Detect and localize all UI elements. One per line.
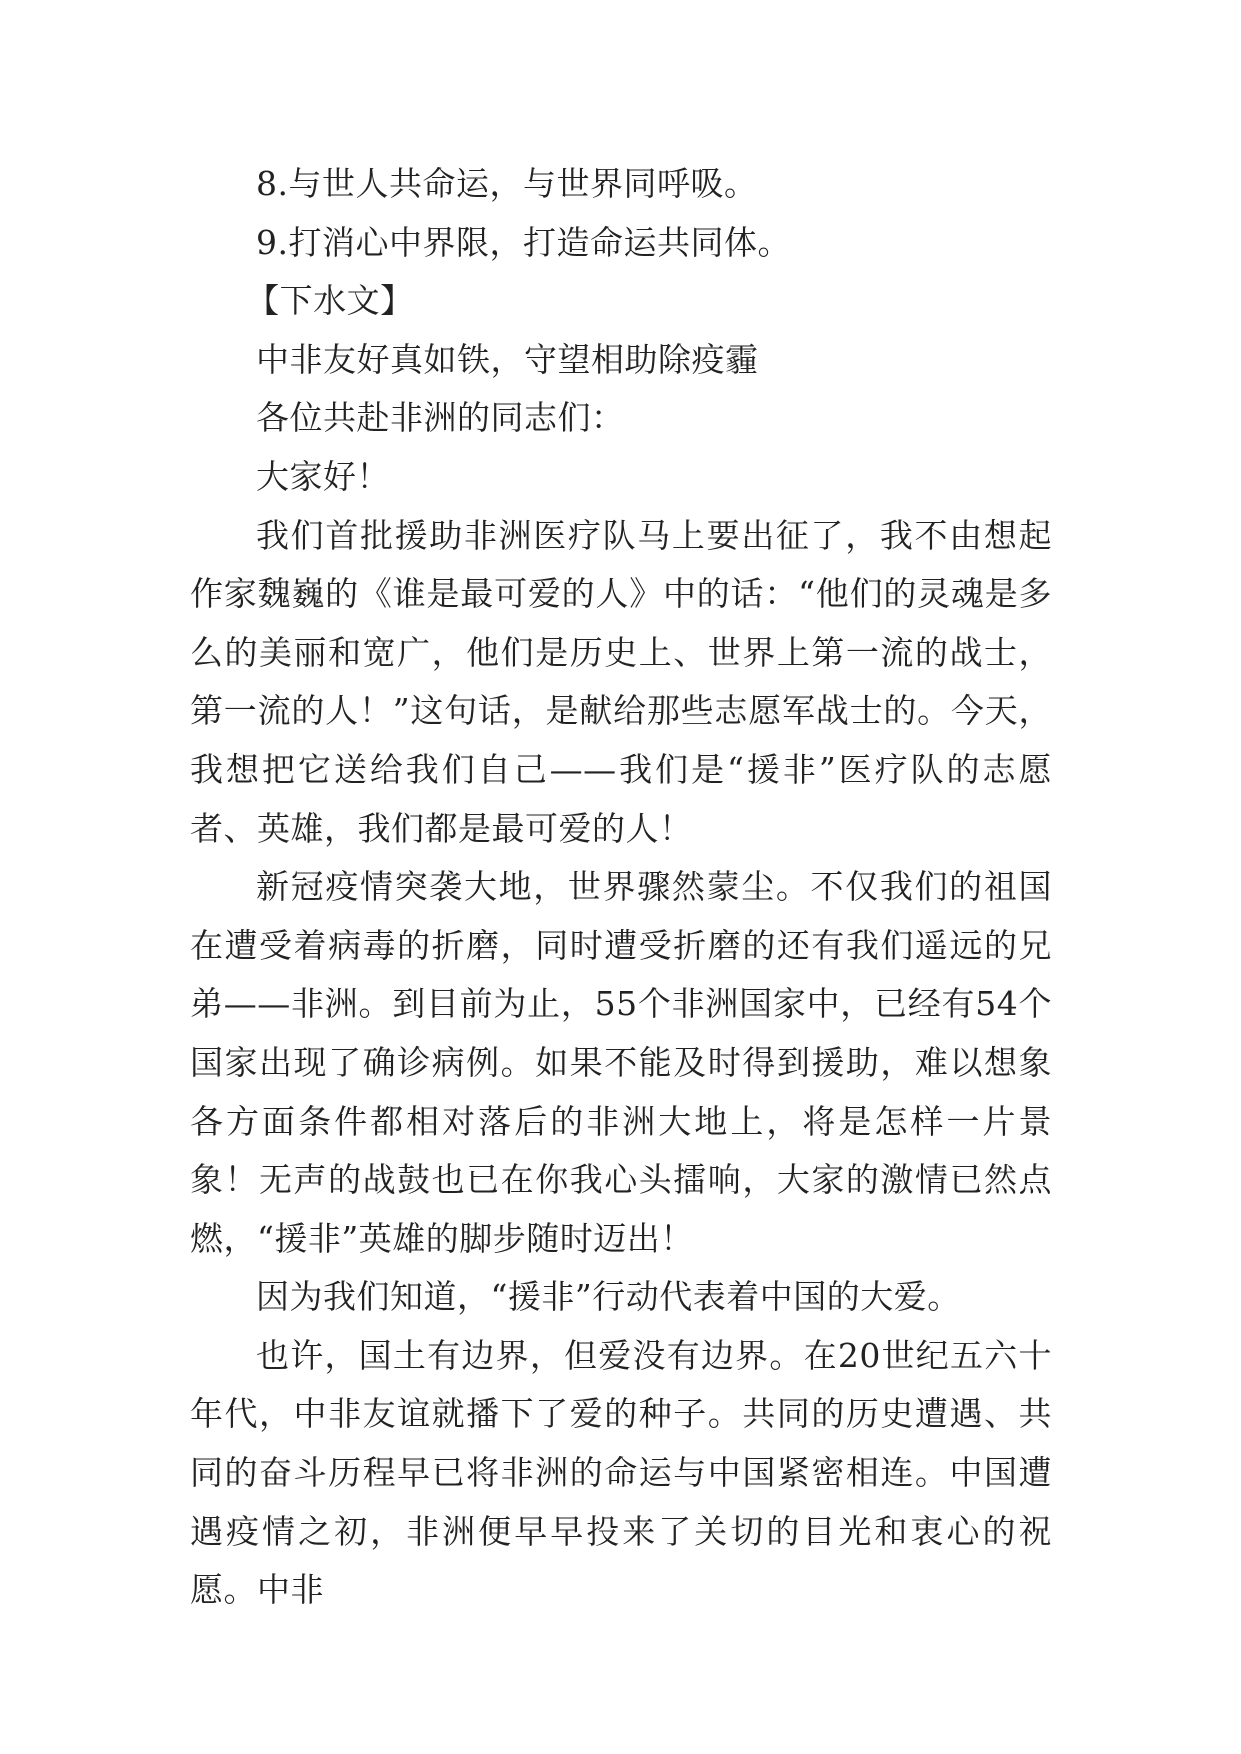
essay-title: 中非友好真如铁，守望相助除疫霾	[256, 339, 759, 379]
paragraph-2: 新冠疫情突袭大地，世界骤然蒙尘。不仅我们的祖国在遭受着病毒的折磨，同时遭受折磨的还有我们遥远的兄弟——非洲。到目前为止，55个非洲国家中，已经有54个国家出现了确诊病例。如果不能及时得到援助，难以想象各方面条件都相对落后的非洲大地上，将是怎样一片景象！无声的战鼓也已在你我心头擂响，大家的激情已然点燃，“援非”英雄的脚步随时迈出！	[190, 867, 1052, 1258]
paragraph-item-8: 8.与世人共命运，与世界同呼吸。	[256, 164, 758, 203]
paragraph-4: 也许，国土有边界，但爱没有边界。在20世纪五六十年代，中非友谊就播下了爱的种子。共同的历史遭遇、共同的奋斗历程早已将非洲的命运与中国紧密相连。中国遭遇疫情之初，非洲便早早投来了关切的目光和衷心的祝愿。中非	[190, 1335, 1052, 1610]
salutation: 各位共赴非洲的同志们：	[256, 398, 625, 438]
paragraph-1: 我们首批援助非洲医疗队马上要出征了，我不由想起作家魏巍的《谁是最可爱的人》中的话：“他们的灵魂是多么的美丽和宽广，他们是历史上、世界上第一流的战士，第一流的人！”这句话，是献给那些志愿军战士的。今天，我想把它送给我们自己——我们是“援非”医疗队的志愿者、英雄，我们都是最可爱的人！	[190, 515, 1052, 848]
paragraph-item-9: 9.打消心中界限，打造命运共同体。	[256, 222, 791, 262]
paragraph-3: 因为我们知道，“援非”行动代表着中国的大爱。	[256, 1277, 961, 1317]
greeting: 大家好！	[256, 456, 390, 496]
section-label: 【下水文】	[246, 281, 414, 321]
document-body	[190, 155, 1052, 1620]
